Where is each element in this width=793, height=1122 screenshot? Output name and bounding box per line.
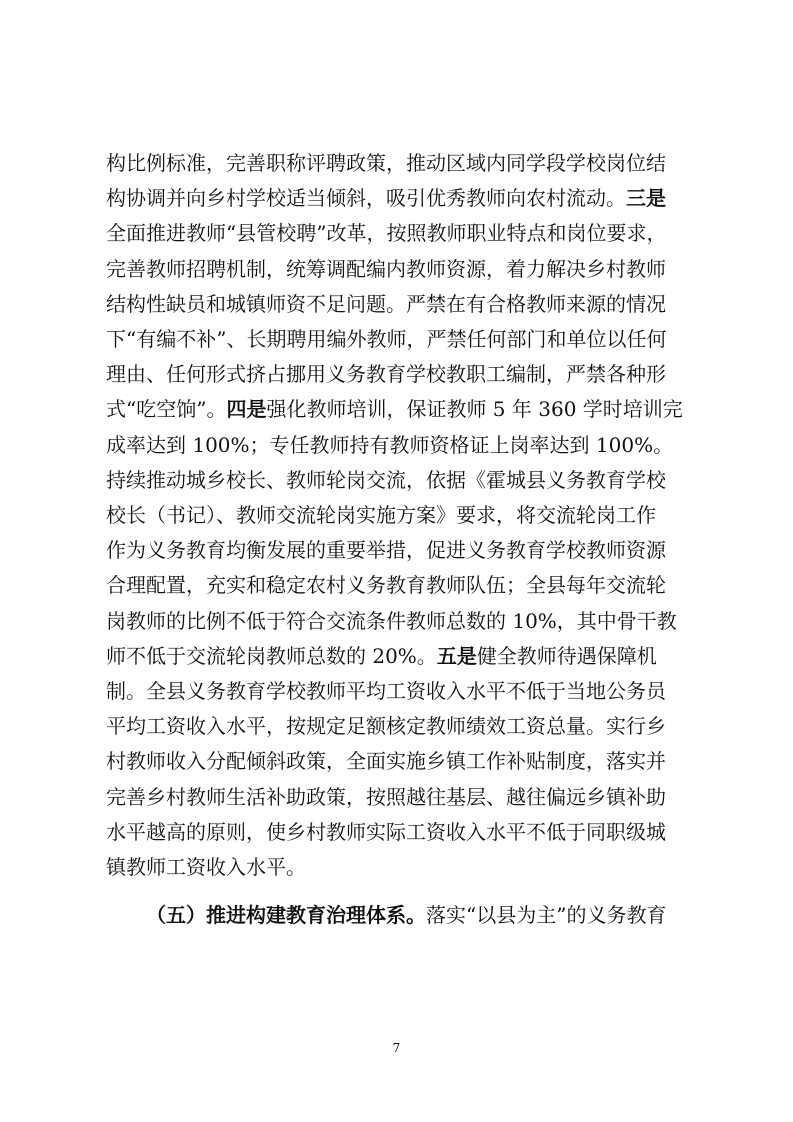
- bold-text-segment: 三是: [626, 186, 666, 211]
- page-number: 7: [392, 1041, 401, 1055]
- text-segment: 平均工资收入水平，按规定足额核定教师绩效工资总量。实行乡: [106, 714, 666, 739]
- text-segment: 构协调并向乡村学校适当倾斜，吸引优秀教师向农村流动。: [106, 186, 626, 211]
- text-segment: 持续推动城乡校长、教师轮岗交流，依据《霍城县义务教育学校: [106, 467, 666, 492]
- text-line: [106, 251, 690, 287]
- text-line: [106, 497, 690, 533]
- text-segment: 结构性缺员和城镇师资不足问题。严禁在有合格教师来源的情况: [106, 291, 666, 316]
- text-segment: 村教师收入分配倾斜政策，全面实施乡镇工作补贴制度，落实并: [106, 749, 666, 774]
- text-segment: 完善教师招聘机制，统筹调配编内教师资源，着力解决乡村教师: [106, 256, 666, 281]
- text-segment: 式“吃空饷”。: [106, 397, 227, 422]
- text-segment: 成率达到 100%；专任教师持有教师资格证上岗率达到 100%。: [106, 432, 674, 457]
- text-line: [106, 743, 690, 779]
- text-segment: 理由、任何形式挤占挪用义务教育学校教职工编制，严禁各种形: [106, 362, 666, 387]
- text-segment: 下“有编不补”、长期聘用编外教师，严禁任何部门和单位以任何: [106, 327, 667, 351]
- text-line: [106, 779, 690, 815]
- text-line: [106, 532, 690, 568]
- text-segment: 健全教师待遇保障机: [476, 643, 657, 668]
- text-segment: 师不低于交流轮岗教师总数的 20%。: [106, 643, 437, 668]
- text-line: [106, 391, 690, 427]
- text-segment: 完善乡村教师生活补助政策，按照越往基层、越往偏远乡镇补助: [106, 784, 666, 809]
- text-line: [106, 673, 690, 709]
- text-line: [106, 180, 690, 216]
- text-segment: 构比例标准，完善职称评聘政策，推动区域内同学段学校岗位结: [106, 151, 666, 175]
- bold-text-segment: 五是: [436, 643, 477, 668]
- text-line: [106, 638, 690, 674]
- text-line: [106, 603, 690, 639]
- text-line: [106, 321, 690, 357]
- text-line: [106, 567, 690, 603]
- bold-text-segment: （五）推进构建教育治理体系。: [146, 903, 426, 928]
- text-segment: 落实“以县为主”的义务教育: [426, 903, 667, 928]
- text-line: [106, 814, 690, 850]
- text-line: [106, 462, 690, 498]
- text-line: [146, 897, 696, 933]
- text-line: [106, 849, 690, 885]
- text-segment: 制。全县义务教育学校教师平均工资收入水平不低于当地公务员: [106, 679, 666, 703]
- text-segment: 强化教师培训，保证教师 5 年 360 学时培训完: [266, 397, 683, 422]
- text-line: [106, 356, 690, 392]
- text-line: [106, 708, 690, 744]
- text-segment: 全面推进教师“县管校聘”改革，按照教师职业特点和岗位要求，: [106, 221, 667, 246]
- text-segment: 岗教师的比例不低于符合交流条件教师总数的 10%，其中骨干教: [106, 608, 677, 633]
- text-segment: 校长（书记）、教师交流轮岗实施方案》要求，将交流轮岗工作: [106, 503, 656, 527]
- text-segment: 水平越高的原则，使乡村教师实际工资收入水平不低于同职级城: [106, 819, 666, 844]
- text-segment: 作为义务教育均衡发展的重要举措，促进义务教育学校教师资源: [106, 538, 666, 563]
- text-line: [106, 427, 690, 463]
- text-segment: 镇教师工资收入水平。: [106, 855, 306, 879]
- text-line: [106, 286, 690, 322]
- bold-text-segment: 四是: [226, 397, 267, 422]
- text-line: [106, 145, 690, 181]
- text-segment: 合理配置，充实和稳定农村义务教育教师队伍；全县每年交流轮: [106, 573, 666, 598]
- text-line: [106, 215, 690, 251]
